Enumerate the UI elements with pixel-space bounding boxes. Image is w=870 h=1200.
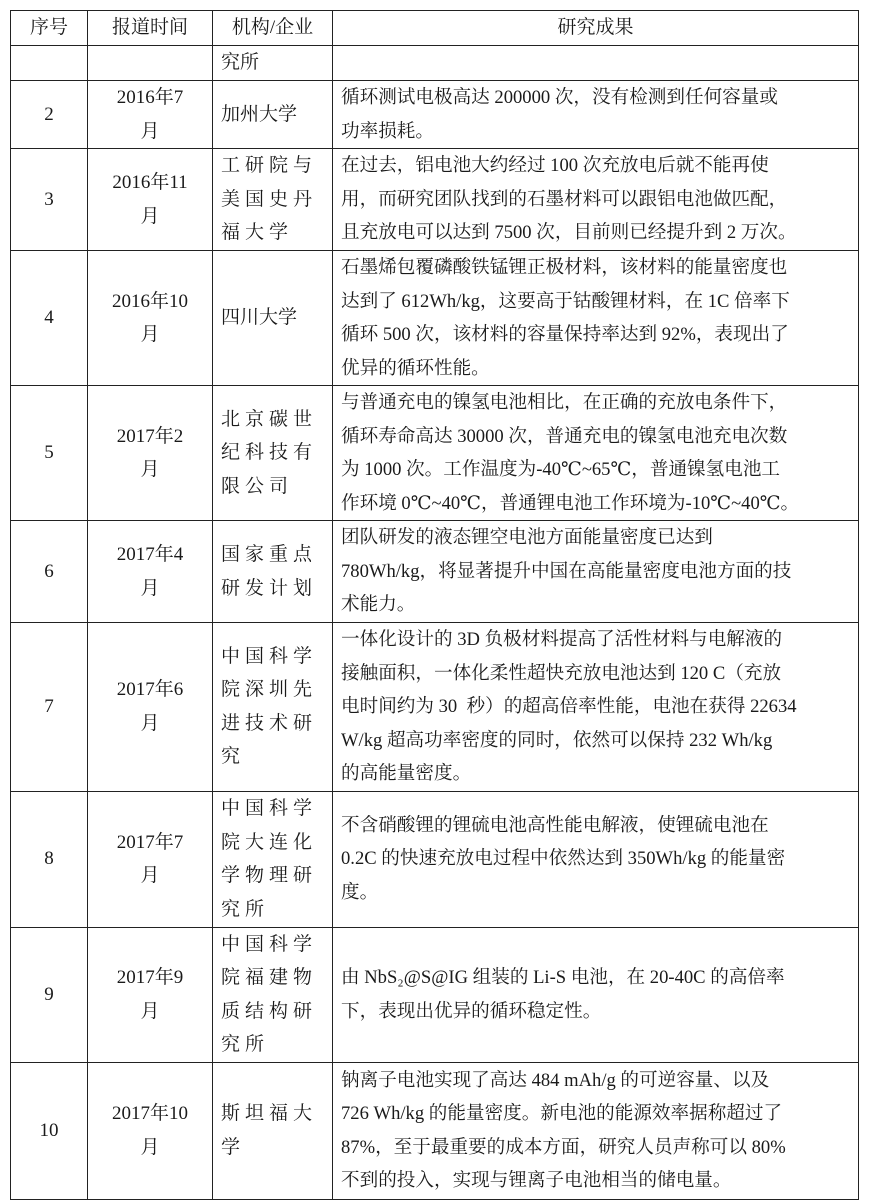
row-date: 2016年10 月 <box>88 251 213 386</box>
row-result: 不含硝酸锂的锂硫电池高性能电解液，使锂硫电池在 0.2C 的快速充放电过程中依然达到 350Wh/kg 的能量密 度。 <box>333 791 859 927</box>
row-institution: 国家重点 研发计划 <box>213 521 333 623</box>
table-row <box>11 791 859 927</box>
header-report-date: 报道时间 <box>88 11 213 46</box>
row-institution: 四川大学 <box>213 251 333 386</box>
research-results-table <box>10 10 859 1200</box>
row-date: 2017年10 月 <box>88 1062 213 1199</box>
row-result: 石墨烯包覆磷酸铁锰锂正极材料，该材料的能量密度也 达到了 612Wh/kg，这要高于钴酸锂材料，在 1C 倍率下 循环 500 次，该材料的容量保持率达到 92%，表现出了 优异的循环性能。 <box>333 251 859 386</box>
table-header-row <box>11 11 859 46</box>
row-institution: 究所 <box>213 46 333 81</box>
row-number: 5 <box>11 386 88 521</box>
table-row <box>11 46 859 81</box>
row-institution: 工研院与 美国史丹 福大学 <box>213 149 333 251</box>
row-result: 与普通充电的镍氢电池相比，在正确的充放电条件下， 循环寿命高达 30000 次，普通充电的镍氢电池充电次数 为 1000 次。工作温度为-40℃~65℃，普通镍氢电池工 作环境 0℃~40℃，普通锂电池工作环境为-10℃~40℃。 <box>333 386 859 521</box>
row-date: 2016年11 月 <box>88 149 213 251</box>
table-row <box>11 251 859 386</box>
table-row <box>11 1062 859 1199</box>
row-number: 10 <box>11 1062 88 1199</box>
row-institution: 加州大学 <box>213 81 333 149</box>
row-number: 6 <box>11 521 88 623</box>
row-date: 2017年6 月 <box>88 623 213 792</box>
row-number: 4 <box>11 251 88 386</box>
row-number: 3 <box>11 149 88 251</box>
row-number: 2 <box>11 81 88 149</box>
row-date: 2017年7 月 <box>88 791 213 927</box>
table-row <box>11 927 859 1062</box>
row-number: 8 <box>11 791 88 927</box>
row-number: 7 <box>11 623 88 792</box>
table-row <box>11 81 859 149</box>
row-institution: 中国科学 院深圳先 进技术研 究 <box>213 623 333 792</box>
row-result: 钠离子电池实现了高达 484 mAh/g 的可逆容量、以及 726 Wh/kg 的能量密度。新电池的能源效率据称超过了 87%，至于最重要的成本方面，研究人员声称可以 80% 不到的投入，实现与锂离子电池相当的储电量。 <box>333 1062 859 1199</box>
header-results: 研究成果 <box>333 11 859 46</box>
row-result: 由 NbS₂@S@IG 组装的 Li-S 电池，在 20-40C 的高倍率 下，表现出优异的循环稳定性。 <box>333 927 859 1062</box>
row-date: 2017年2 月 <box>88 386 213 521</box>
header-number: 序号 <box>11 11 88 46</box>
table-row <box>11 149 859 251</box>
table-row <box>11 623 859 792</box>
row-result: 在过去，铝电池大约经过 100 次充放电后就不能再使 用，而研究团队找到的石墨材料可以跟铝电池做匹配， 且充放电可以达到 7500 次，目前则已经提升到 2 万次。 <box>333 149 859 251</box>
row-date <box>88 46 213 81</box>
row-date: 2016年7 月 <box>88 81 213 149</box>
row-result: 一体化设计的 3D 负极材料提高了活性材料与电解液的 接触面积，一体化柔性超快充放电池达到 120 C（充放 电时间约为 30 秒）的超高倍率性能，电池在获得 22634 W/kg 超高功率密度的同时，依然可以保持 232 Wh/kg 的高能量密度。 <box>333 623 859 792</box>
row-result: 团队研发的液态锂空电池方面能量密度已达到 780Wh/kg，将显著提升中国在高能量密度电池方面的技 术能力。 <box>333 521 859 623</box>
row-number <box>11 46 88 81</box>
row-institution: 中国科学 院大连化 学物理研 究所 <box>213 791 333 927</box>
header-institution: 机构/企业 <box>213 11 333 46</box>
table-row <box>11 386 859 521</box>
row-result <box>333 46 859 81</box>
row-institution: 斯坦福大 学 <box>213 1062 333 1199</box>
row-number: 9 <box>11 927 88 1062</box>
table-row <box>11 521 859 623</box>
row-result: 循环测试电极高达 200000 次，没有检测到任何容量或 功率损耗。 <box>333 81 859 149</box>
row-institution: 北京碳世 纪科技有 限公司 <box>213 386 333 521</box>
row-institution: 中国科学 院福建物 质结构研 究所 <box>213 927 333 1062</box>
row-date: 2017年4 月 <box>88 521 213 623</box>
row-date: 2017年9 月 <box>88 927 213 1062</box>
